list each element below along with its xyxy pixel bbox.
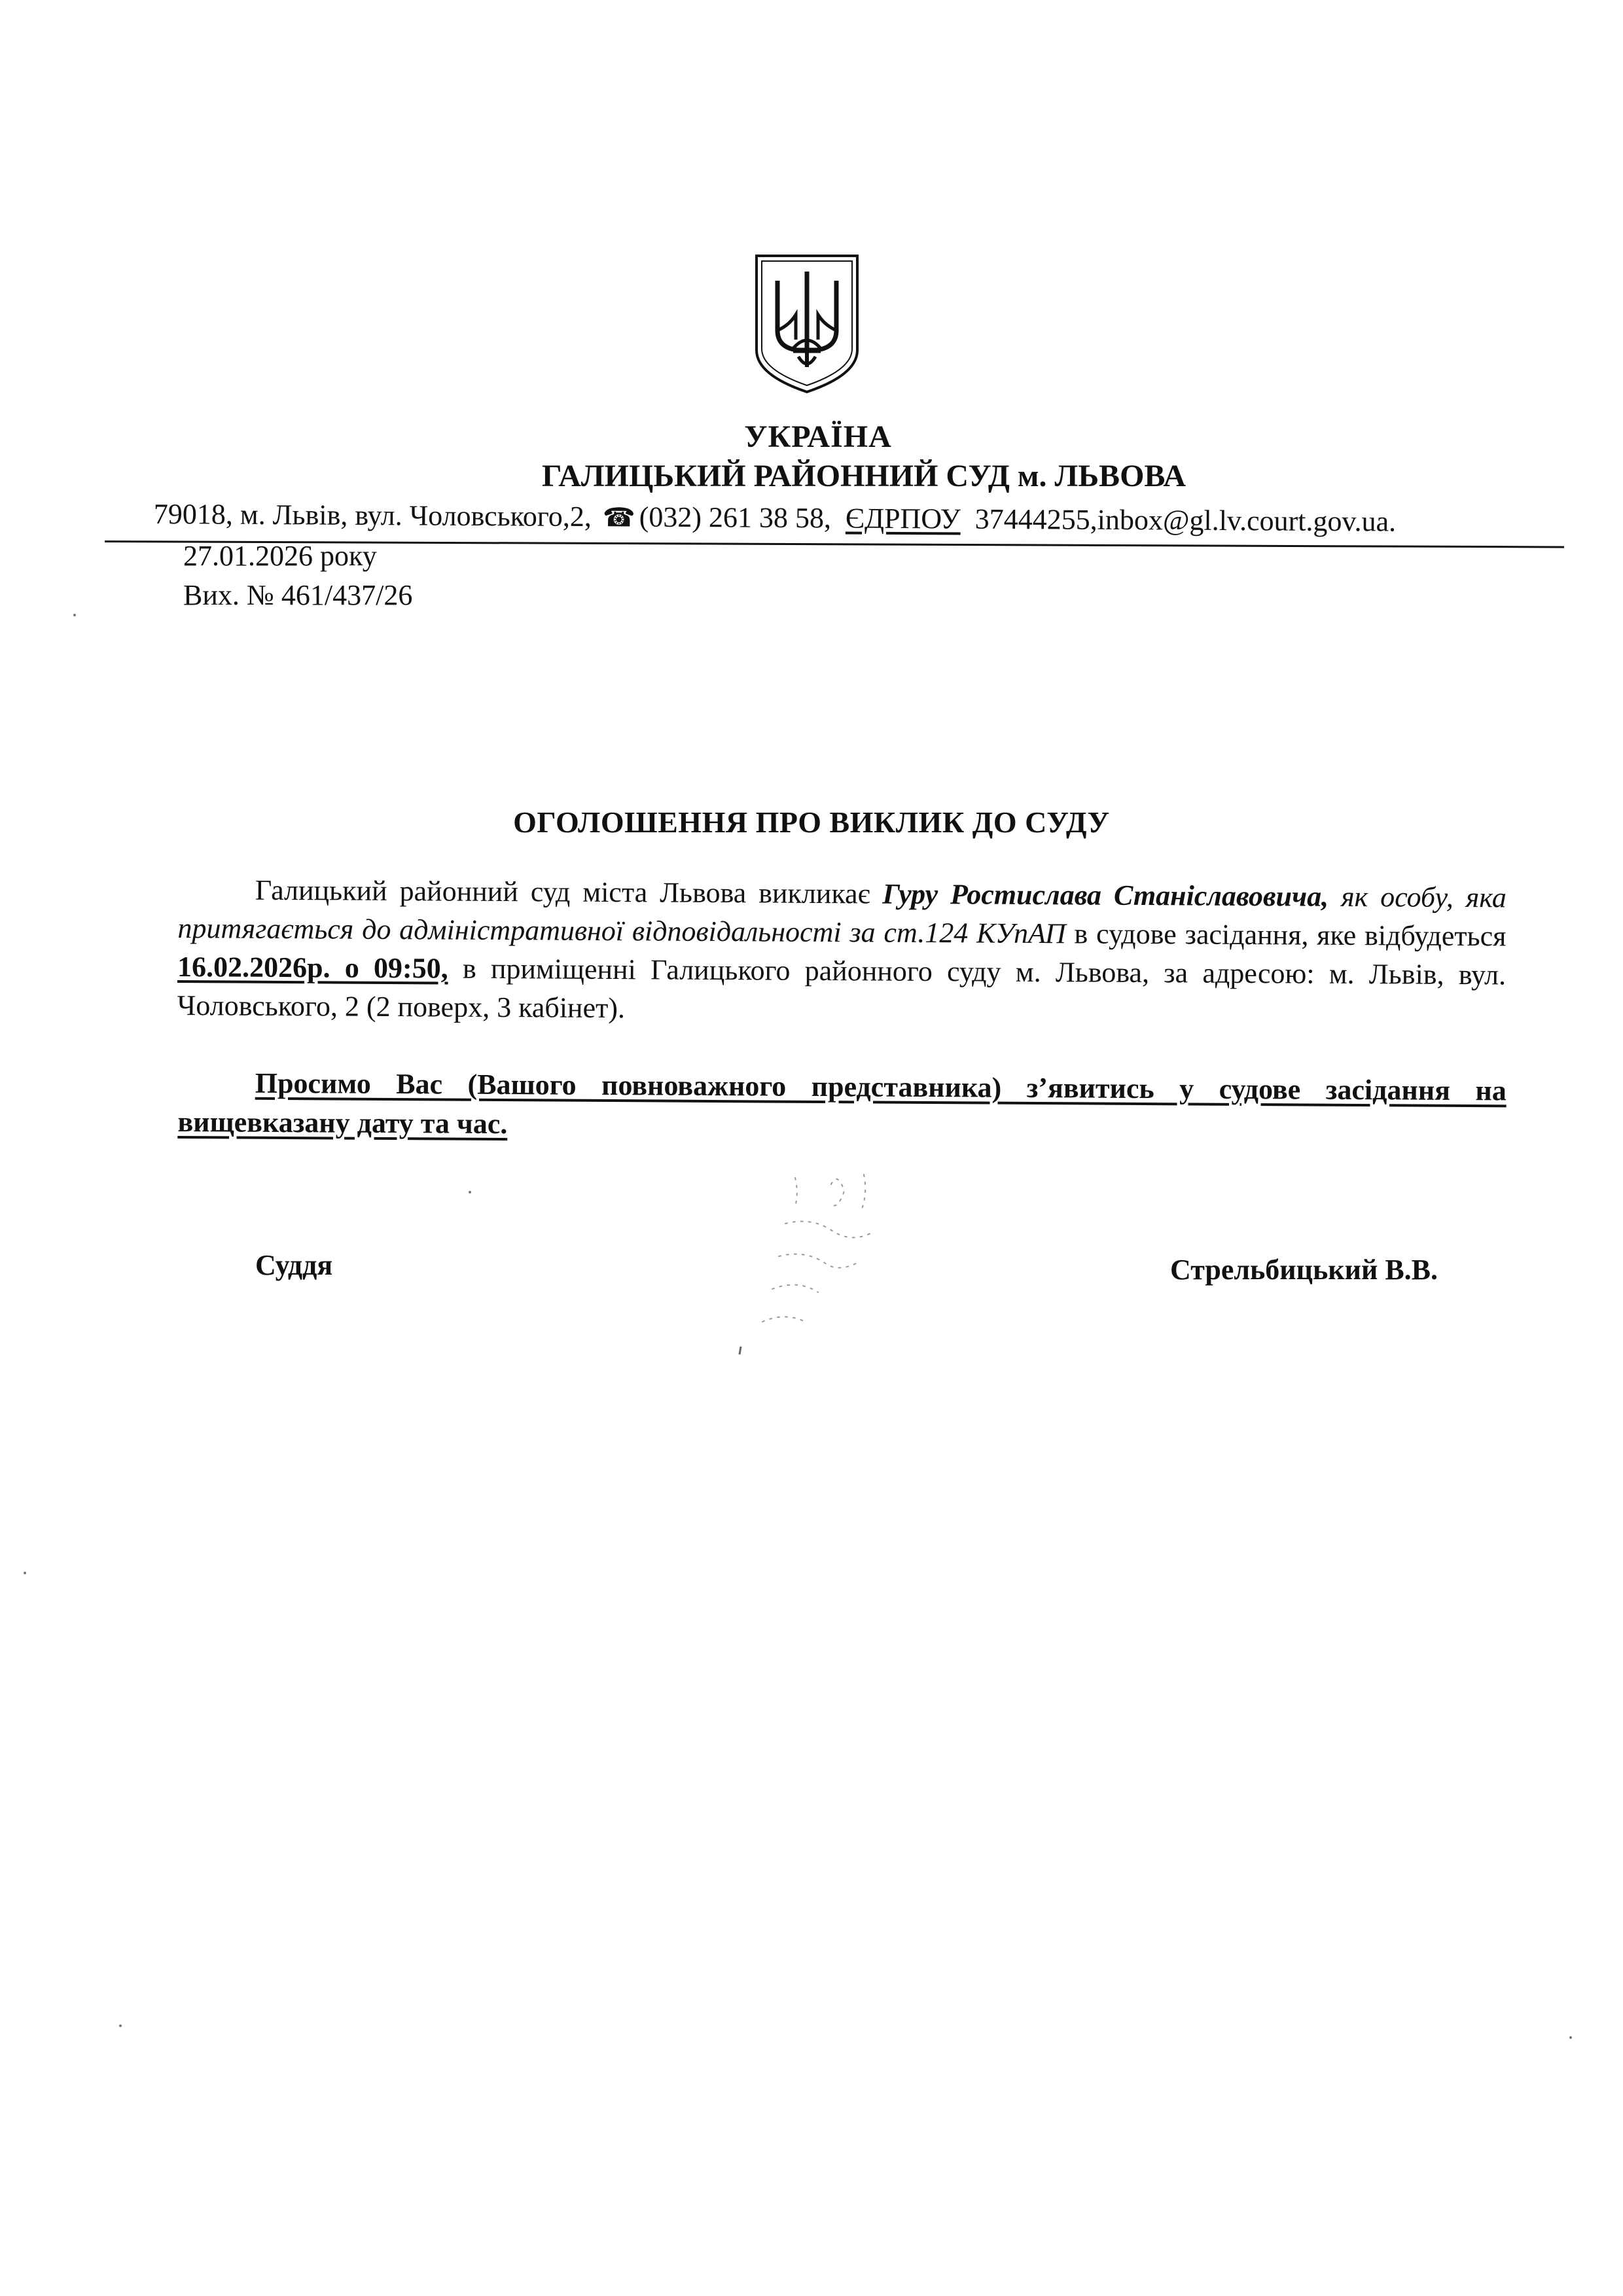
scan-speck: [469, 1191, 471, 1193]
court-name-title: ГАЛИЦЬКИЙ РАЙОННИЙ СУД м. ЛЬВОВА: [541, 459, 1186, 493]
judge-name: Стрельбицький В.В.: [1170, 1254, 1438, 1286]
edrpou-and-email: 37444255,inbox@gl.lv.court.gov.ua.: [974, 503, 1397, 538]
phone-icon: ☎: [602, 503, 635, 533]
summoned-person-name: Гуру Ростислава Станіславовича,: [882, 877, 1329, 913]
trident-coat-of-arms-icon: [751, 252, 863, 396]
document-date: 27.01.2026 року: [183, 540, 377, 572]
scan-speck: [119, 2024, 122, 2027]
judge-label: Суддя: [255, 1249, 333, 1281]
scan-speck: [24, 1572, 26, 1574]
notice-title: ОГОЛОШЕННЯ ПРО ВИКЛИК ДО СУДУ: [513, 805, 1110, 839]
notice-body-part4: в приміщенні Галицького районного суду м. Львова, за адресою: м. Львів, вул. Чоловського, 2 (2 поверх, 3 кабінет).: [177, 952, 1507, 1025]
notice-body-part2: як особу, яка притягається до адміністративної відповідальності за ст.124 КУпАП: [177, 880, 1507, 950]
notice-body-part3: в судове засідання, яке відбудеться: [1065, 917, 1507, 953]
notice-body-part1: Галицький районний суд міста Львова викликає: [255, 874, 883, 910]
scan-speck: [73, 614, 76, 616]
scan-speck: [1569, 2036, 1572, 2039]
hearing-datetime: 16.02.2026р. о 09:50,: [177, 950, 448, 985]
court-address-line: [154, 497, 1554, 539]
notice-body: [177, 870, 1507, 1033]
edrpou-label: ЄДРПОУ: [845, 502, 961, 535]
court-phone: (032) 261 38 58,: [639, 501, 832, 535]
country-title: УКРАЇНА: [744, 419, 892, 454]
court-street-address: 79018, м. Львів, вул. Чоловського,2,: [153, 498, 592, 533]
signature-mark: [733, 1165, 942, 1361]
outgoing-number: Вих. № 461/437/26: [183, 579, 413, 611]
appearance-request: Просимо Вас (Вашого повноважного представника) з’явитись у судове засідання на вищевказану дату та час.: [177, 1067, 1507, 1140]
